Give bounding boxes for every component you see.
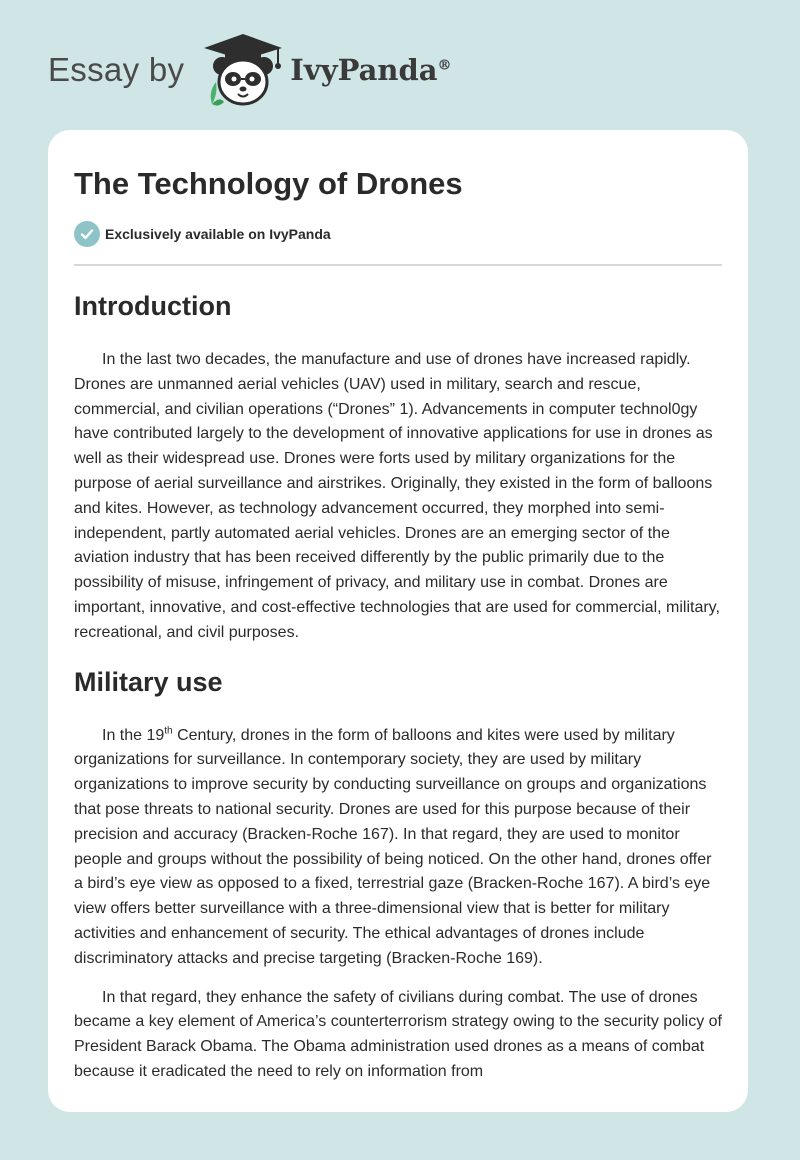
exclusive-badge: [74, 220, 722, 248]
military-paragraph-1: In the 19th Century, drones in the form of balloons and kites were used by military organizations for surveillance. In contemporary society, they are used by military organizations to improve security by conducting surveillance on groups and organizations that pose threats to national security. Drones are used for this purpose because of their precision and accuracy (Bracken-Roche 167). In that regard, they are used to monitor people and groups without the possibility of being noticed. On the other hand, drones offer a bird’s eye view as opposed to a fixed, terrestrial gaze (Bracken-Roche 167). A bird’s eye view offers better surveillance with a three-dimensional view that is better for military activities and enhancement of security. The ethical advantages of drones include discriminatory attacks and precise targeting (Bracken-Roche 169).: [74, 725, 712, 967]
intro-paragraph: In the last two decades, the manufacture and use of drones have increased rapidly. Drones are unmanned aerial vehicles (UAV) used in military, search and rescue, commercial, and civilian operations (“Drones” 1). Advancements in computer technol0gy have contributed largely to the development of innovative applications for use in drones as well as their widespread use. Drones were forts used by military organizations for the purpose of aerial surveillance and airstrikes. Originally, they existed in the form of balloons and kites. However, as technology advancement occurred, they morphed into semi-independent, partly automated aerial vehicles. Drones are an emerging sector of the aviation industry that has been received differently by the public primarily due to the possibility of misuse, infringement of privacy, and military use in combat. Drones are important, innovative, and cost-effective technologies that are used for commercial, military, recreational, and civil purposes.: [74, 351, 720, 641]
exclusive-label: Exclusively available on IvyPanda: [105, 226, 331, 242]
essay-card: [48, 130, 748, 1112]
essay-title: The Technology of Drones: [74, 166, 463, 201]
check-icon: [74, 221, 100, 247]
section-heading-introduction: Introduction: [74, 291, 232, 321]
section-heading-military-use: Military use: [74, 666, 223, 697]
brand-header: [48, 30, 452, 110]
panda-logo-icon[interactable]: [198, 30, 288, 110]
brand-prefix: Essay by: [48, 51, 185, 88]
title-divider: [74, 264, 722, 266]
brand-name: IvyPanda®: [290, 53, 452, 87]
military-paragraph-2: In that regard, they enhance the safety of civilians during combat. The use of drones became a key element of America’s counterterrorism strategy owing to the security policy of President Barack Obama. The Obama administration used drones as a means of combat because it eradicated the need to rely on information from: [74, 988, 722, 1080]
